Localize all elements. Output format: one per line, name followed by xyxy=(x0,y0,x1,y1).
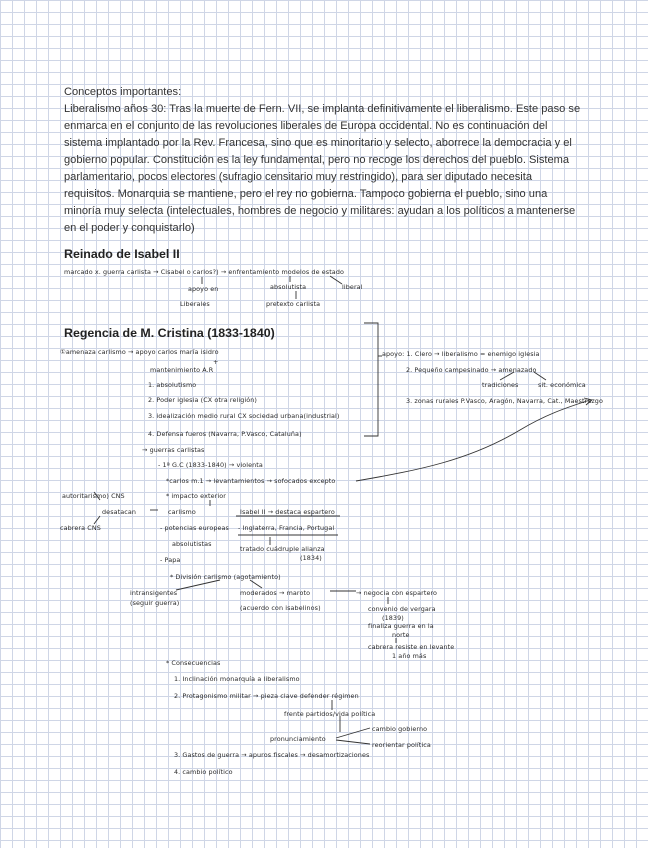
un-anio-mas: 1 año más xyxy=(392,652,427,660)
anio-1834: (1834) xyxy=(300,554,322,562)
cambio-gobierno: cambio gobierno xyxy=(372,725,428,733)
absolutista: absolutista xyxy=(270,283,307,291)
anio-1839: (1839) xyxy=(382,614,404,622)
amenaza-carlismo: ①amenaza carlismo → apoyo carlos maría isidro xyxy=(60,348,219,356)
reinado-line1: marcado x. guerra carlista → Cisabel o carlos?) → enfrentamiento modelos de estado xyxy=(64,268,344,276)
liberal: liberal xyxy=(342,283,363,291)
reorientar-politica: reorientar política xyxy=(372,741,431,749)
pronunciamiento: pronunciamiento xyxy=(270,735,326,743)
negocia-espartero: → negocia con espartero xyxy=(356,589,438,597)
apoyo-clero: apoyo: 1. Clero → liberalismo = enemigo iglesia xyxy=(382,350,540,358)
convenio-vergara: convenio de vergara xyxy=(368,605,436,613)
cabrera-resiste: cabrera resiste en levante xyxy=(368,643,455,651)
regencia-title: Regencia de M. Cristina (1833-1840) xyxy=(64,326,275,340)
apoyo-campesinado: 2. Pequeño campesinado → amenazado xyxy=(406,366,537,374)
cons-cambio-politico: 4. cambio político xyxy=(174,768,233,776)
mantenimiento: mantenimiento A.R xyxy=(150,366,214,374)
carlismo-label: carlismo xyxy=(168,508,196,516)
tratado-cuadruple: tratado cuádruple alianza xyxy=(240,545,325,553)
cons-protagonismo: 2. Protagonismo militar → pieza clave defender régimen xyxy=(174,692,359,700)
consecuencias: * Consecuencias xyxy=(166,659,221,667)
carlos-levantamientos: *carlos m.1 → levantamientos → sofocados excepto xyxy=(166,477,336,485)
papa: - Papa xyxy=(160,556,181,564)
frente-partidos: frente partidos/vida política xyxy=(284,710,376,718)
finaliza-guerra: finaliza guerra en la xyxy=(368,622,434,630)
acuerdo-isabelinos: (acuerdo con isabelinos) xyxy=(240,604,321,612)
apoyo-en: apoyo en xyxy=(188,285,219,293)
moderados-maroto: moderados → maroto xyxy=(240,589,311,597)
intransigentes: intransigentes xyxy=(130,589,178,597)
cons-gastos: 3. Gastos de guerra → apuros fiscales → desamortizaciones xyxy=(174,751,370,759)
liberales: Liberales xyxy=(180,300,210,308)
item-idealizacion: 3. idealización medio rural CX sociedad urbana(industrial) xyxy=(148,412,340,420)
sit-economica: sit. económica xyxy=(538,381,586,389)
plus-sign: + xyxy=(213,358,219,366)
desatacan: desatacan xyxy=(102,508,137,516)
intro-paragraph: Liberalismo años 30: Tras la muerte de Fern. VII, se implanta definitivamente el liberalismo. Este paso se enmarca en el conjunto de las revoluciones liberales de Europa occidental. No es continuación del sistema implantado por la Rev. Francesa, sino que es minoritario y selecto, aborrece la democracia y el gobierno popular. Constitución es la ley fundamental, pero no recoge los derechos del pueblo. Sistema parlamentario, pocos electores (sufragio censitario muy restringido), para ser diputado necesita requisitos. Monarquia se mantiene, pero el rey no gobierna. Tampoco gobierna el pueblo, sino una minoría muy selecta (intelectuales, hombres de negocio y militares: ayudan a los políticos a mantenerse en el poder y conquistarlo) xyxy=(64,103,581,234)
reinado-title: Reinado de Isabel II xyxy=(64,247,180,261)
norte: norte xyxy=(392,631,410,639)
autoritarismo: autoritarismo) CNS xyxy=(62,492,125,500)
paises-alianza: - Inglaterra, Francia, Portugal xyxy=(238,524,335,532)
guerras-carlistas: → guerras carlistas xyxy=(142,446,205,454)
impacto-exterior: * impacto exterior xyxy=(166,492,226,500)
cabrera-cns: cabrera CNS xyxy=(60,524,101,532)
seguir-guerra: (seguir guerra) xyxy=(130,599,180,607)
pretexto-carlista: pretexto carlista xyxy=(266,300,321,308)
potencias-europeas: - potencias europeas xyxy=(160,524,229,532)
isabel-espartero: Isabel II → destaca espartero xyxy=(240,508,335,516)
item-poder-iglesia: 2. Poder iglesia (CX otra religión) xyxy=(148,396,258,404)
intro-heading: Conceptos importantes: xyxy=(64,86,182,98)
item-absolutismo: 1. absolutismo xyxy=(148,381,197,389)
cons-inclinacion: 1. Inclinación monarquía a liberalismo xyxy=(174,675,300,683)
primera-guerra-fechas: - 1ª G.C (1833-1840) → violenta xyxy=(158,461,263,469)
absolutistas: absolutistas xyxy=(172,540,212,548)
apoyo-zonas-rurales: 3. zonas rurales P.Vasco, Aragón, Navarra, Cat., Maestrazgo xyxy=(406,397,603,405)
item-fueros: 4. Defensa fueros (Navarra, P.Vasco, Cataluña) xyxy=(148,430,302,438)
tradiciones: tradiciones xyxy=(482,381,519,389)
division-carlismo: * División carlismo (agotamiento) xyxy=(170,573,281,581)
